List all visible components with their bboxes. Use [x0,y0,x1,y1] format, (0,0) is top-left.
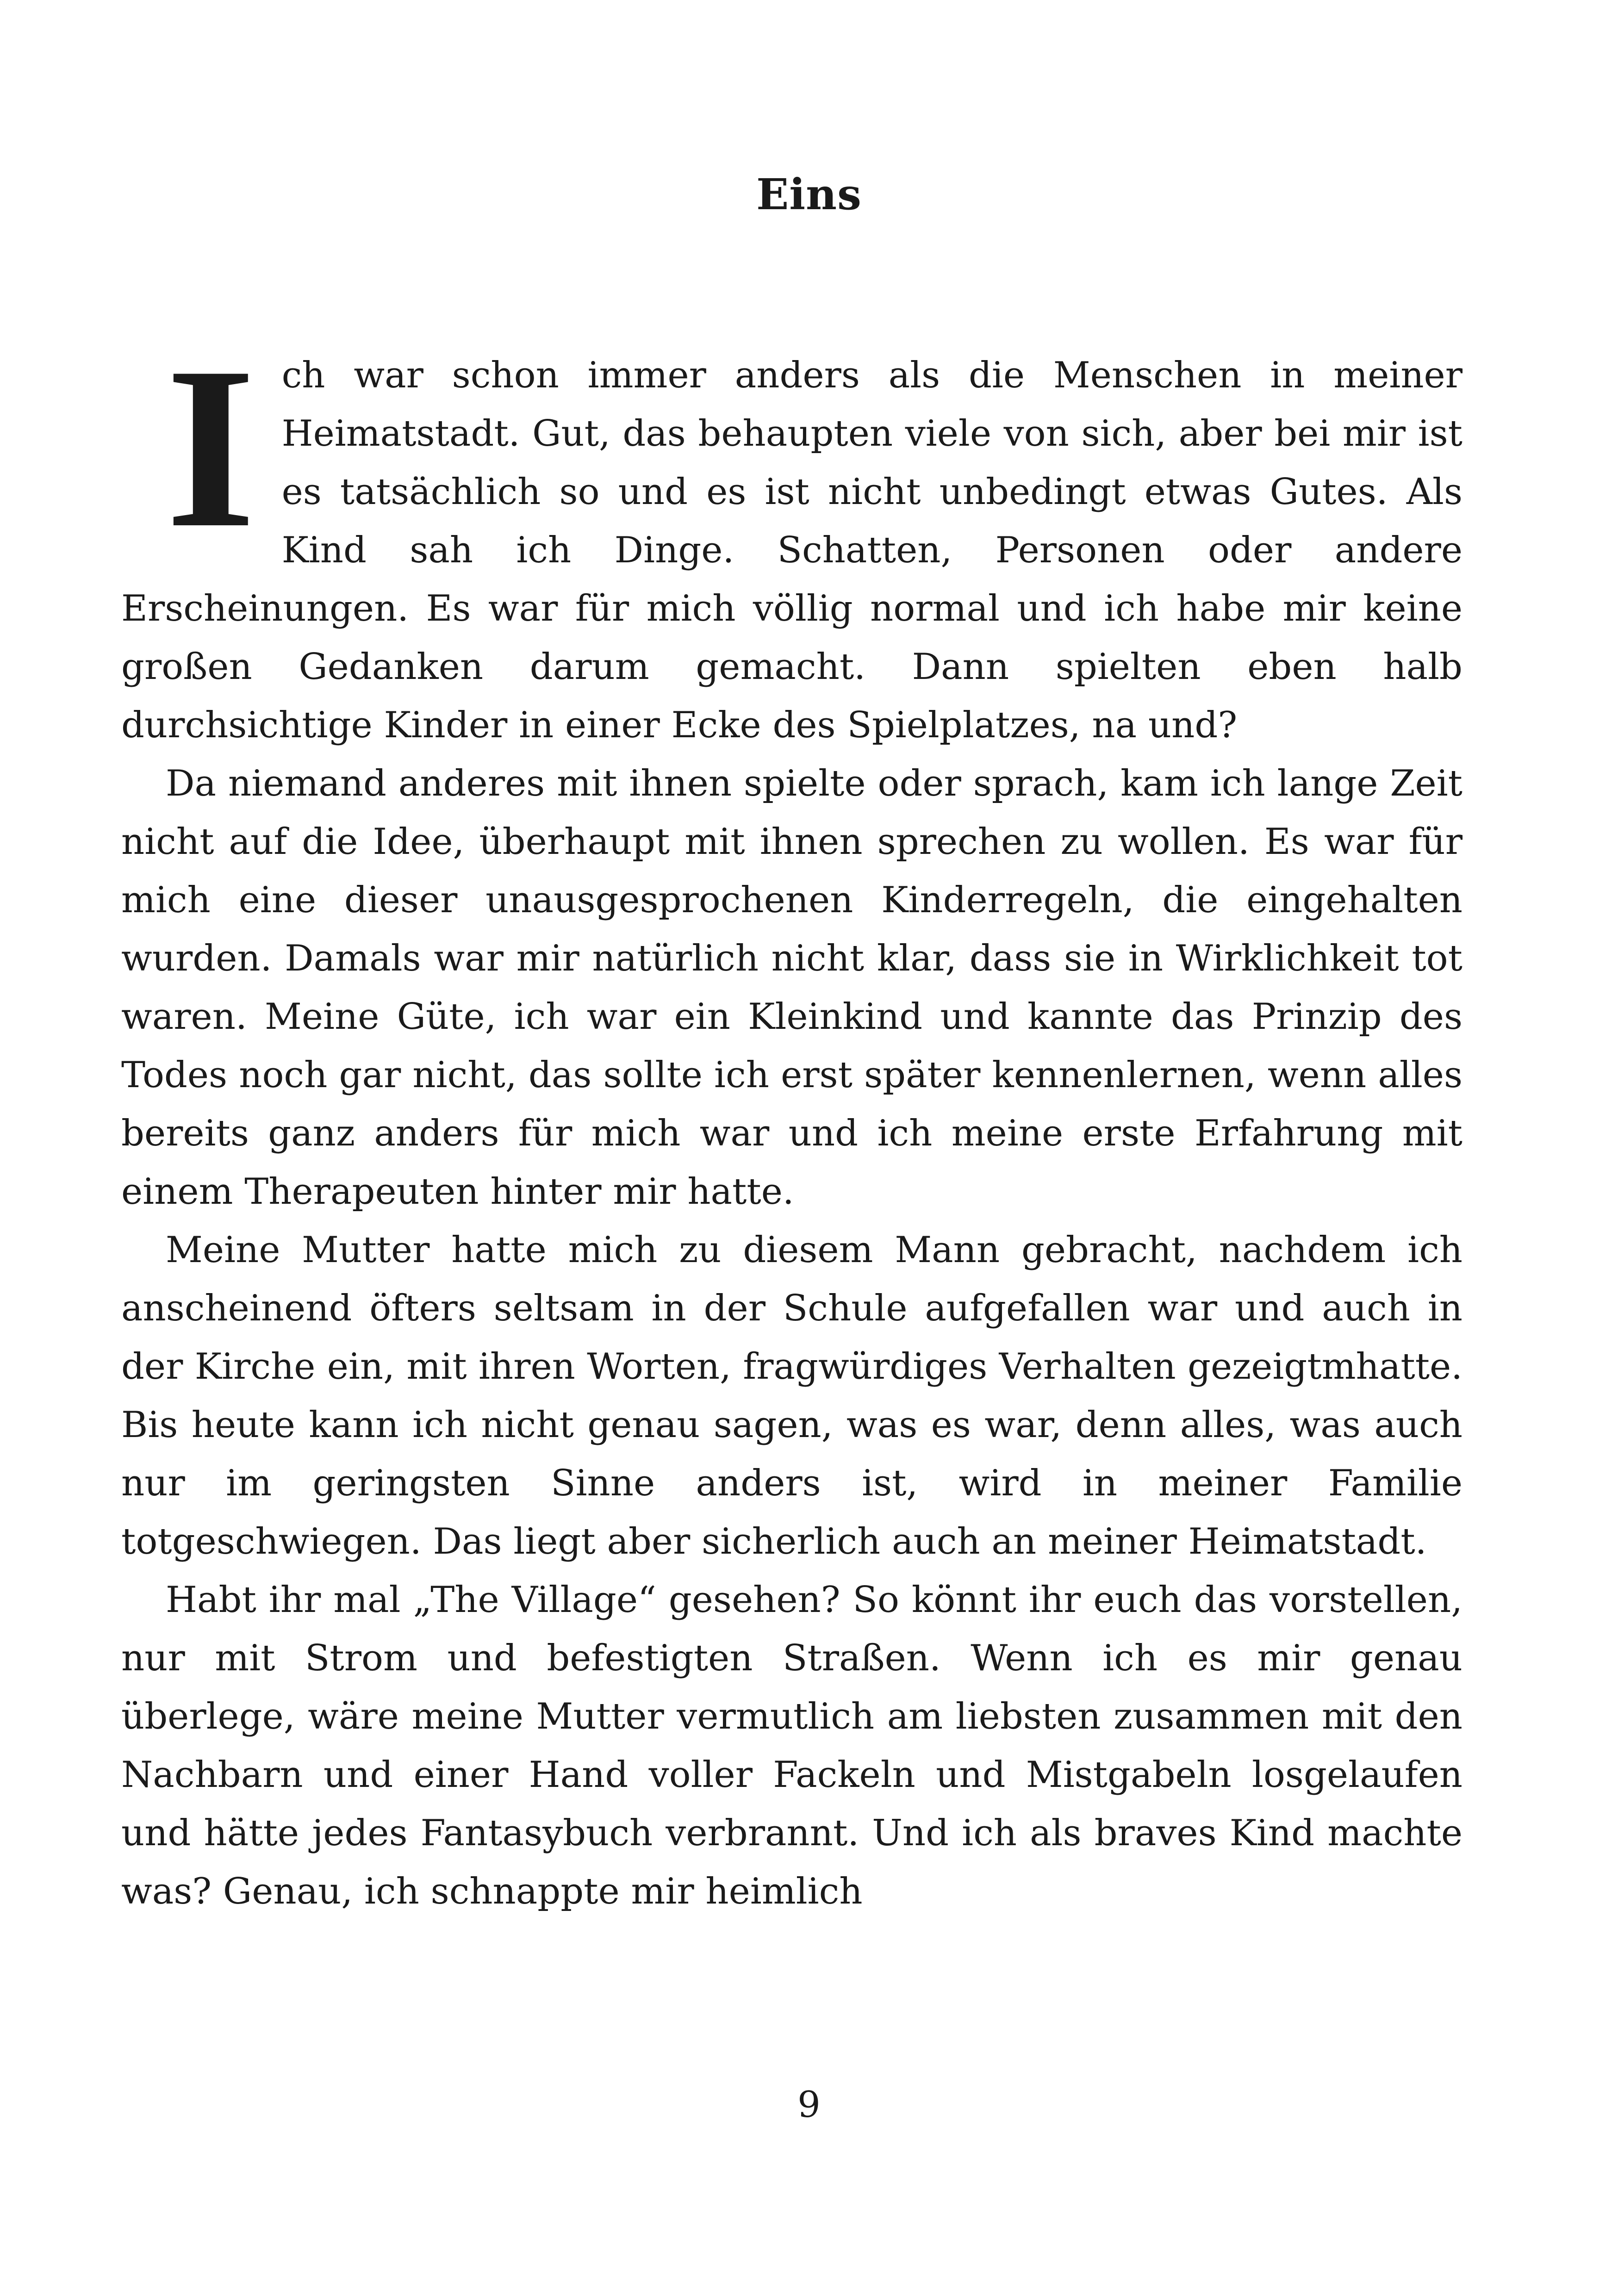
drop-cap: I [166,319,256,576]
paragraph-3: Meine Mutter hatte mich zu diesem Mann gebracht, nachdem ich anscheinend öfters seltsam in der Schule aufgefallen war und auch in der Kirche ein, mit ihren Worten, fragwürdiges Verhalten gezeigtmhatte. Bis heute kann ich nicht genau sagen, was es war, denn alles, was auch nur im geringsten Sinne anders ist, wird in meiner Familie totgeschwiegen. Das liegt aber sicherlich auch an meiner Heimatstadt. [121,1229,1462,1562]
paragraph-1 [121,319,1462,754]
paragraph-2: Da niemand anderes mit ihnen spielte oder sprach, kam ich lange Zeit nicht auf die Idee, überhaupt mit ihnen sprechen zu wollen. Es war für mich eine dieser unausgesprochenen Kinderregeln, die eingehalten wurden. Damals war mir natürlich nicht klar, dass sie in Wirklichkeit tot waren. Meine Güte, ich war ein Kleinkind und kannte das Prinzip des Todes noch gar nicht, das sollte ich erst später kennenlernen, wenn alles bereits ganz anders für mich war und ich meine erste Erfahrung mit einem Therapeuten hinter mir hatte. [121,763,1462,1213]
paragraph-4: Habt ihr mal „The Village“ gesehen? So könnt ihr euch das vorstellen, nur mit Strom und befestigten Straßen. Wenn ich es mir genau überlege, wäre meine Mutter vermutlich am liebsten zusammen mit den Nachbarn und einer Hand voller Fackeln und Mistgabeln losgelaufen und hätte jedes Fantasybuch verbrannt. Und ich als braves Kind machte was? Genau, ich schnappte mir heimlich [121,1579,1462,1912]
paragraph-1-text: ch war schon immer anders als die Menschen in meiner Heimatstadt. Gut, das behaupten viele von sich, aber bei mir ist es tatsächlich so und es ist nicht unbedingt etwas Gutes. Als Kind sah ich Dinge. Schatten, Personen oder andere Erscheinungen. Es war für mich völlig normal und ich habe mir keine großen Gedanken darum gemacht. Dann spielten eben halb durchsichtige Kinder in einer Ecke des Spielplatzes, na und? [121,355,1462,746]
page-number: 9 [797,2084,821,2126]
body-text [121,319,1462,1921]
chapter-title: Eins [756,169,862,219]
